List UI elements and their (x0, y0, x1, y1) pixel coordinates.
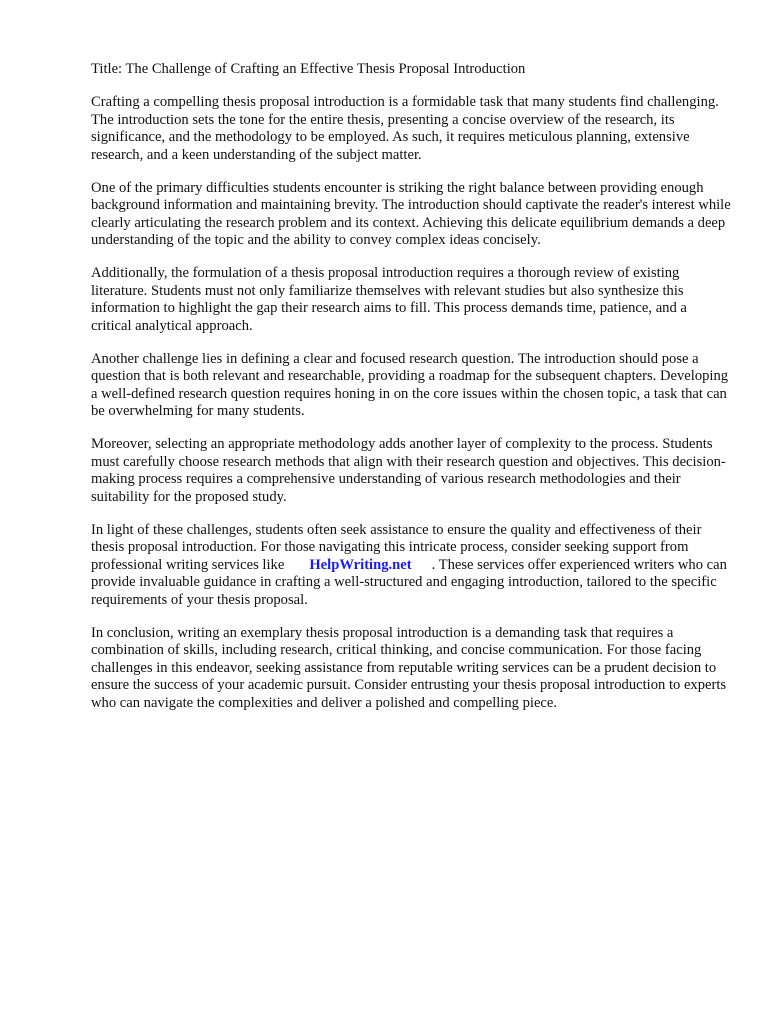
assistance-text-after: . These services offer experienced writers who can provide invaluable guidance in crafting a well-structured and engaging introduction, tailored to the specific requirements of your thesis proposal. (91, 556, 727, 608)
paragraph-conclusion: In conclusion, writing an exemplary thesis proposal introduction is a demanding task that requires a combination of skills, including research, critical thinking, and concise communication. For those facing challenges in this endeavor, seeking assistance from reputable writing services can be a prudent decision to ensure the success of your academic pursuit. Consider entrusting your thesis proposal introduction to experts who can navigate the complexities and deliver a polished and compelling piece. (91, 624, 727, 711)
document-body (91, 61, 731, 728)
assistance-text-before: In light of these challenges, students often seek assistance to ensure the quality and effectiveness of their thesis proposal introduction. For those navigating this intricate process, consider seeking support from professional writing services like (91, 521, 702, 573)
helpwriting-link[interactable]: HelpWriting.net (309, 556, 412, 573)
paragraph-intro: Crafting a compelling thesis proposal introduction is a formidable task that many students find challenging. The introduction sets the tone for the entire thesis, presenting a concise overview of the research, its significance, and the methodology to be employed. As such, it requires meticulous planning, extensive research, and a keen understanding of the subject matter. (91, 94, 719, 163)
paragraph-balance: One of the primary difficulties students encounter is striking the right balance between providing enough background information and maintaining brevity. The introduction should captivate the reader's interest while clearly articulating the research problem and its context. Achieving this delicate equilibrium demands a deep understanding of the topic and the ability to convey complex ideas concisely. (91, 179, 731, 248)
document-title: Title: The Challenge of Crafting an Effective Thesis Proposal Introduction (91, 61, 526, 77)
paragraph-methodology: Moreover, selecting an appropriate methodology adds another layer of complexity to the process. Students must carefully choose research methods that align with their research question and objectives. This decision-making process requires a comprehensive understanding of various research methodologies and their suitability for the proposed study. (91, 436, 726, 505)
paragraph-research-question: Another challenge lies in defining a clear and focused research question. The introduction should pose a question that is both relevant and researchable, providing a roadmap for the subsequent chapters. Developing a well-defined research question requires honing in on the core issues within the chosen topic, a task that can be overwhelming for many students. (91, 350, 729, 419)
paragraph-literature: Additionally, the formulation of a thesis proposal introduction requires a thorough review of existing literature. Students must not only familiarize themselves with relevant studies but also synthesize this information to highlight the gap their research aims to fill. This process demands time, patience, and a critical analytical approach. (91, 265, 687, 334)
paragraph-assistance (91, 522, 731, 610)
